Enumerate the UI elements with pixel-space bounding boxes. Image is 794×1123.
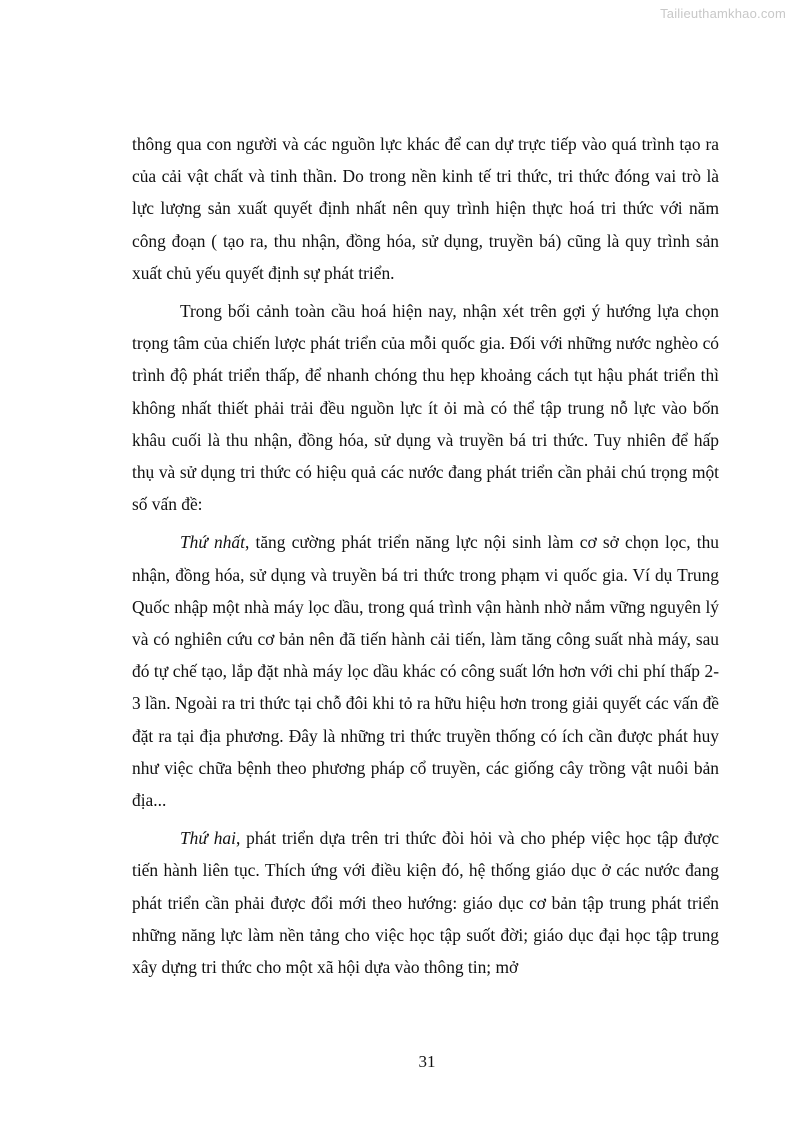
paragraph-1 [132, 128, 719, 289]
paragraph-2 [132, 295, 719, 520]
paragraph-text: , tăng cường phát triển năng lực nội sinh làm cơ sở chọn lọc, thu nhận, đồng hóa, sử dụng và truyền bá tri thức trong phạm vi quốc gia. Ví dụ Trung Quốc nhập một nhà máy lọc dầu, trong quá trình vận hành nhờ nắm vững nguyên lý và có nghiên cứu cơ bản nên đã tiến hành cải tiến, làm tăng công suất nhà máy, sau đó tự chế tạo, lắp đặt nhà máy lọc dầu khác có công suất lớn hơn với chi phí thấp 2-3 lần. Ngoài ra tri thức tại chỗ đôi khi tỏ ra hữu hiệu hơn trong giải quyết các vấn đề đặt ra tại địa phương. Đây là những tri thức truyền thống có ích cần được phát huy như việc chữa bệnh theo phương pháp cổ truyền, các giống cây trồng vật nuôi bản địa... [132, 532, 719, 811]
paragraph-text: Trong bối cảnh toàn cầu hoá hiện nay, nhận xét trên gợi ý hướng lựa chọn trọng tâm của chiến lược phát triển của mỗi quốc gia. Đối với những nước nghèo có trình độ phát triển thấp, để nhanh chóng thu hẹp khoảng cách tụt hậu phát triển thì không nhất thiết phải trải đều nguồn lực ít ỏi mà có thể tập trung nỗ lực vào bốn khâu cuối là thu nhận, đồng hóa, sử dụng và truyền bá tri thức. Tuy nhiên để hấp thụ và sử dụng tri thức có hiệu quả các nước đang phát triển cần phải chú trọng một số vấn đề: [132, 301, 719, 515]
paragraph-lead-italic: Thứ hai [180, 828, 236, 849]
paragraph-text: , phát triển dựa trên tri thức đòi hỏi và cho phép việc học tập được tiến hành liên tục. Thích ứng với điều kiện đó, hệ thống giáo dục ở các nước đang phát triển cần phải được đổi mới theo hướng: giáo dục cơ bản tập trung phát triển những năng lực làm nền tảng cho việc học tập suốt đời; giáo dục đại học tập trung xây dựng tri thức cho một xã hội dựa vào thông tin; mở [132, 828, 719, 978]
page-number: 31 [418, 1052, 436, 1071]
document-body [132, 128, 719, 983]
paragraph-4 [132, 822, 719, 983]
paragraph-lead-italic: Thứ nhất [180, 532, 245, 553]
paragraph-text: thông qua con người và các nguồn lực khác để can dự trực tiếp vào quá trình tạo ra của cải vật chất và tinh thần. Do trong nền kinh tế tri thức, tri thức đóng vai trò là lực lượng sản xuất quyết định nhất nên quy trình hiện thực hoá tri thức với năm công đoạn ( tạo ra, thu nhận, đồng hóa, sử dụng, truyền bá) cũng là quy trình sản xuất chủ yếu quyết định sự phát triển. [132, 134, 719, 283]
paragraph-3 [132, 526, 719, 816]
watermark: Tailieuthamkhao.com [660, 6, 786, 21]
